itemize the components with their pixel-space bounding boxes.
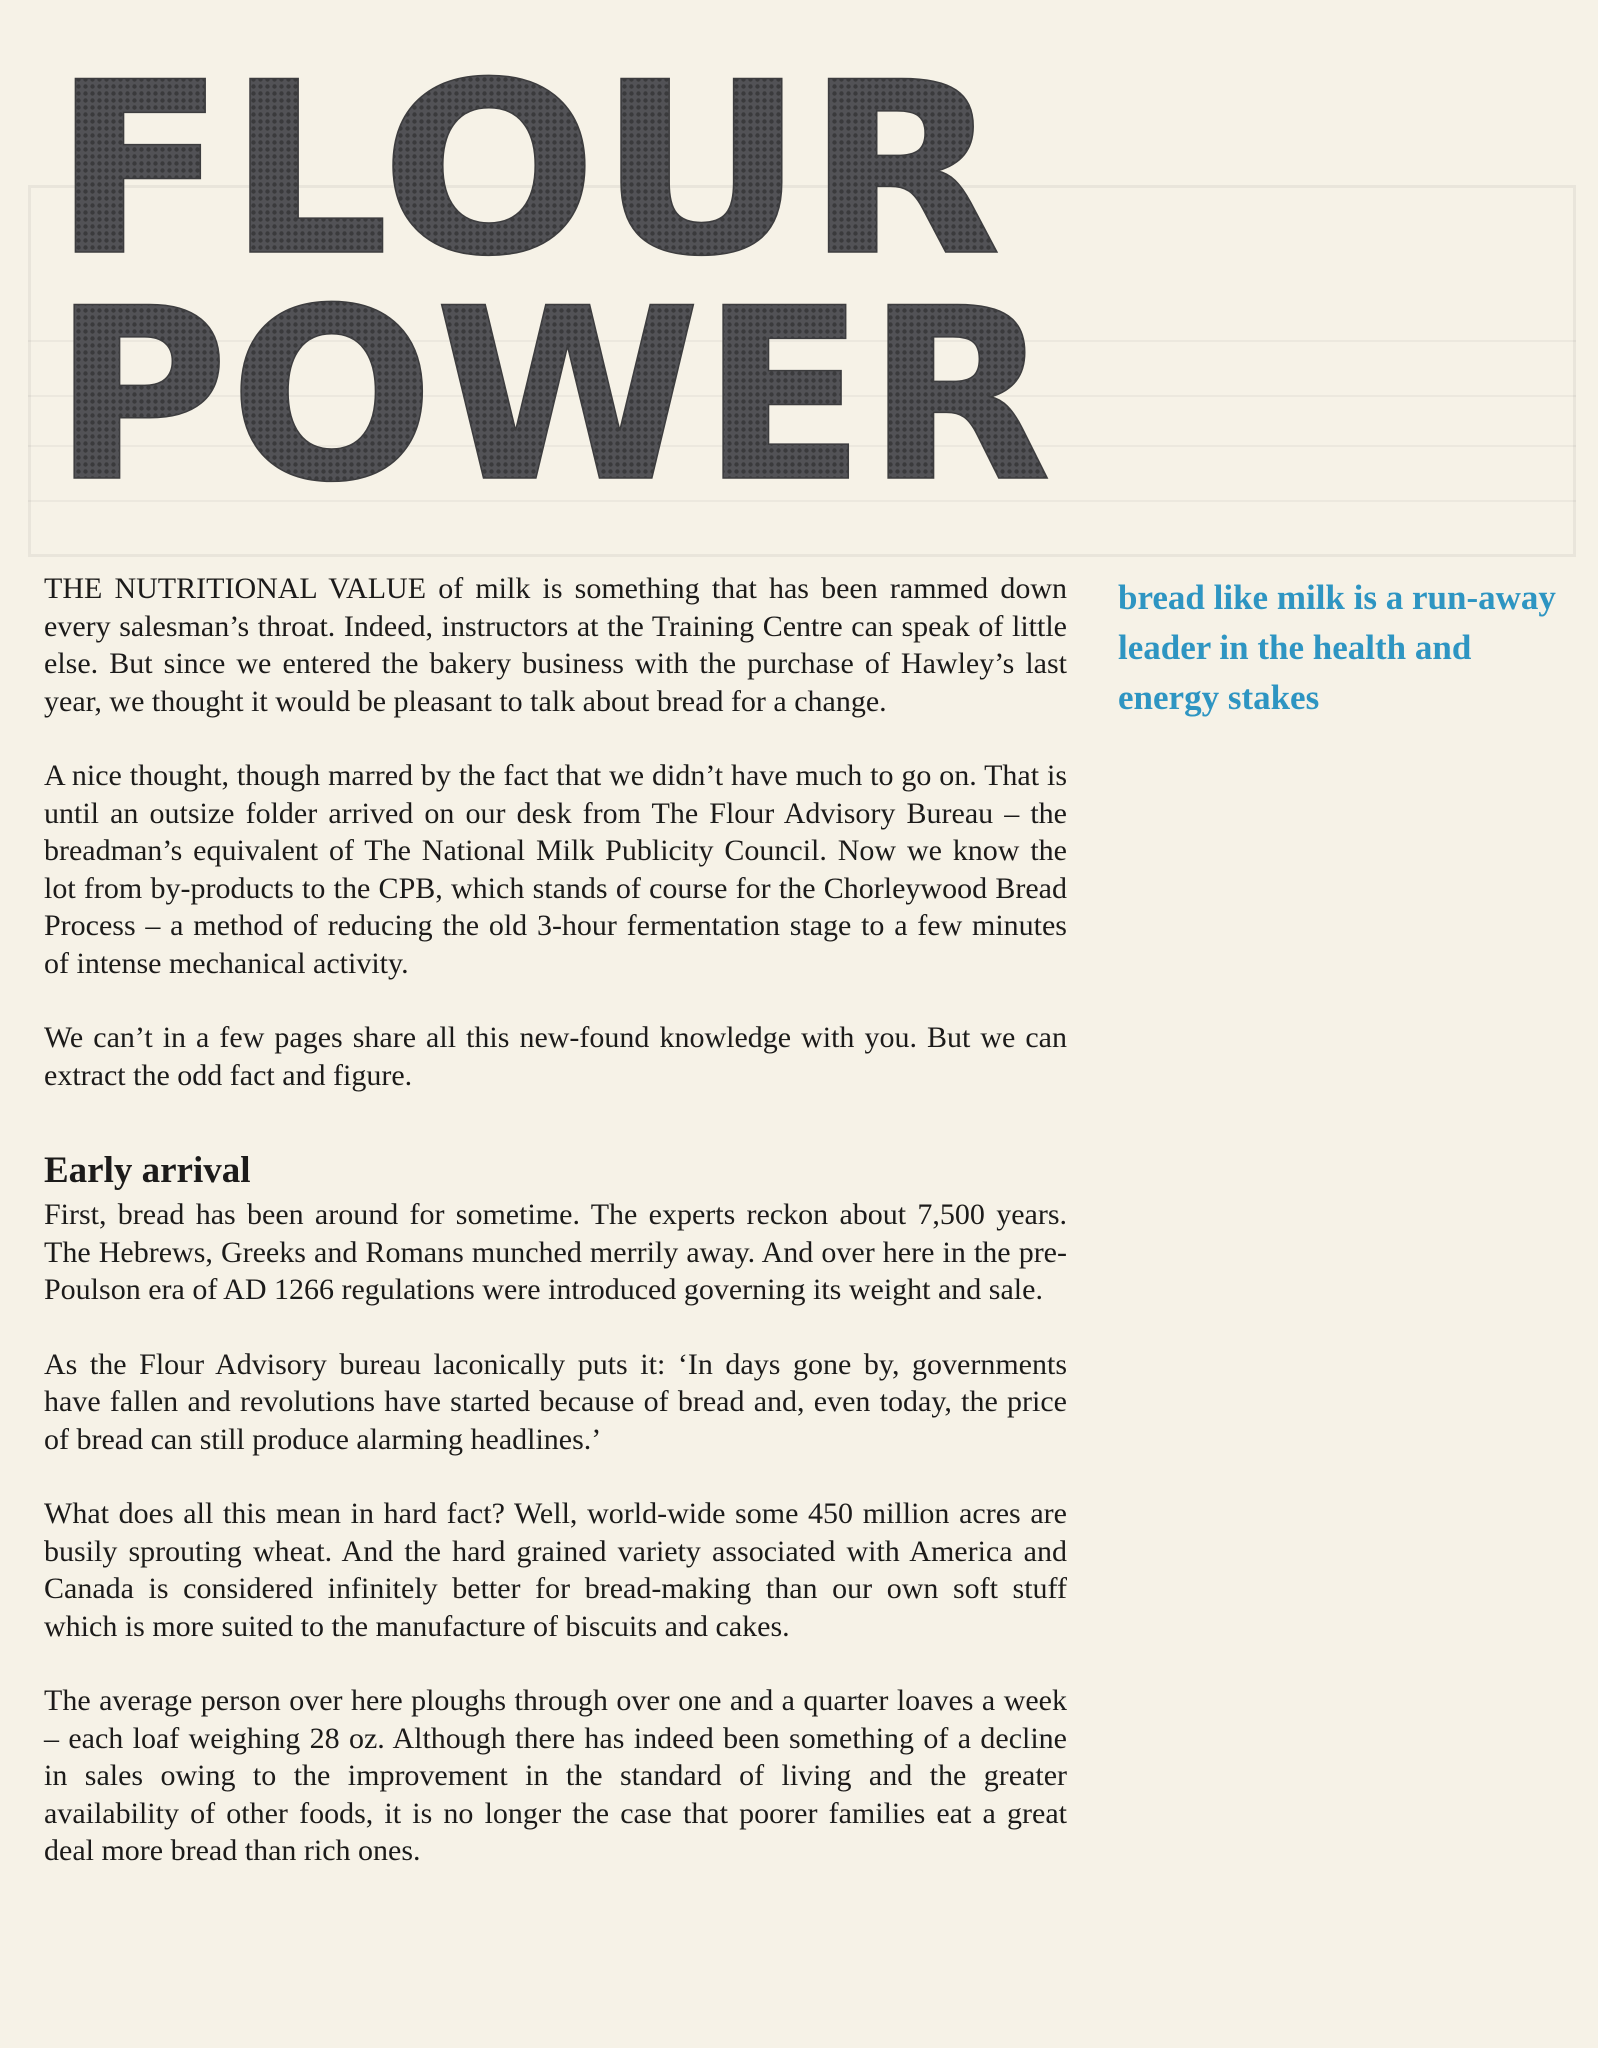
article-paragraph: A nice thought, though marred by the fact that we didn’t have much to go on. That is until an outsize folder arrived on our desk from The Flour Advisory Bureau – the breadman’s equivalent of The National Milk Publicity Council. Now we know the lot from by-products to the CPB, which stands of course for the Chorleywood Bread Process – a method of reducing the old 3-hour fermentation stage to a few minutes of intense mechanical activity. (44, 759, 1067, 980)
section-heading: Early arrival (44, 1150, 251, 1191)
headline-line-1: FLOUR (52, 32, 1002, 309)
article-paragraph: First, bread has been around for sometime. The experts reckon about 7,500 years. The Hebrews, Greeks and Romans munched merrily away. And over here in the pre-Poulson era of AD 1266 regulations were introduced governing its weight and sale. (44, 1198, 1067, 1306)
article-paragraph: THE NUTRITIONAL VALUE of milk is something that has been rammed down every salesman’s throat. Indeed, instructors at the Training Centre can speak of little else. But since we entered the bakery business with the purchase of Hawley’s last year, we thought it would be pleasant to talk about bread for a change. (44, 572, 1067, 718)
headline-flour-power (40, 20, 1100, 565)
pull-quote: bread like milk is a run-away leader in the health and energy stakes (1118, 578, 1556, 717)
article-paragraph: As the Flour Advisory bureau laconically puts it: ‘In days gone by, governments have fallen and revolutions have started because of bread and, even today, the price of bread can still produce alarming headlines.’ (44, 1347, 1067, 1456)
article-body (44, 570, 1067, 1907)
article-paragraph: The average person over here ploughs through over one and a quarter loaves a week – each loaf weighing 28 oz. Although there has indeed been something of a decline in sales owing to the improvement in the standard of living and the greater availability of other foods, it is no longer the case that poorer families eat a great deal more bread than rich ones. (44, 1684, 1067, 1867)
headline-graphic (40, 20, 1100, 565)
article-paragraph: What does all this mean in hard fact? Well, world-wide some 450 million acres are busily sprouting wheat. And the hard grained variety associated with America and Canada is considered infinitely better for bread-making than our own soft stuff which is more suited to the manufacture of biscuits and cakes. (44, 1497, 1067, 1643)
headline-line-2: POWER (52, 258, 1052, 535)
article-paragraph: We can’t in a few pages share all this new-found knowledge with you. But we can extract the odd fact and figure. (44, 1021, 1067, 1092)
